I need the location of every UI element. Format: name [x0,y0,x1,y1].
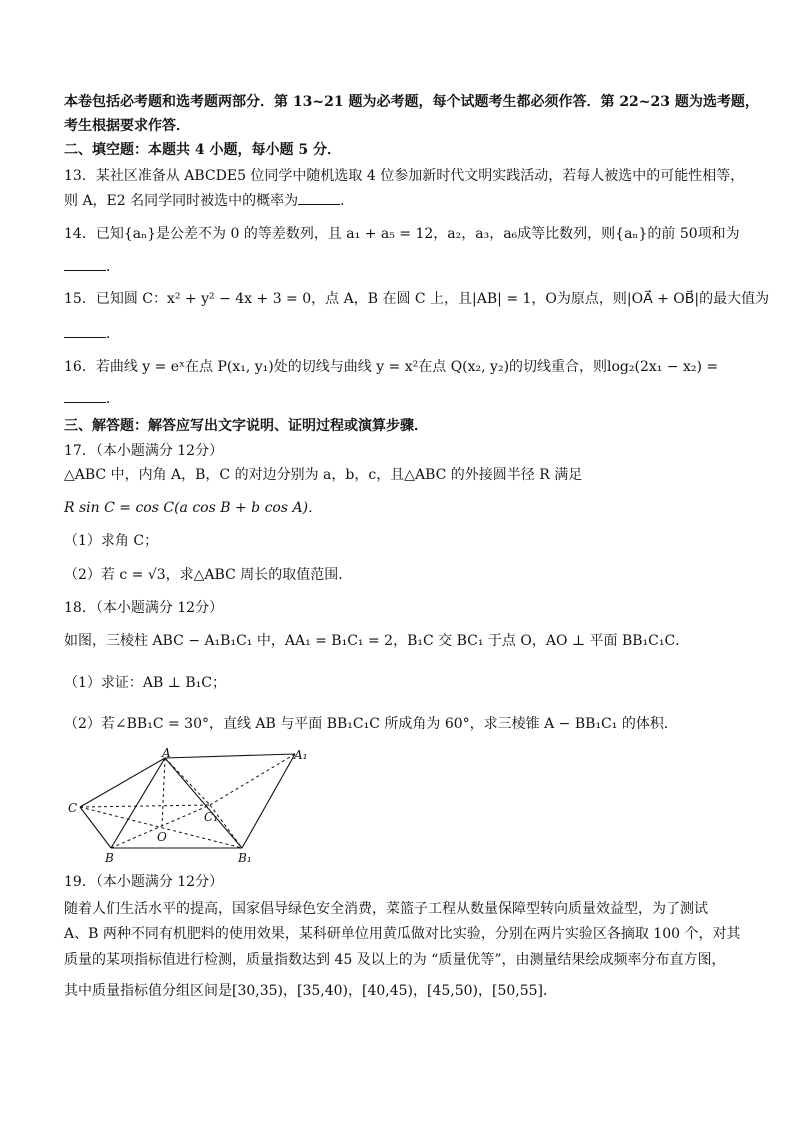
edge-C1A1 [210,754,295,805]
q17-header: 17．（本小题满分 12分） [64,443,224,459]
label-B1: B₁ [238,851,252,865]
label-C: C [68,801,78,815]
intro-line-2: 考生根据要求作答． [64,118,190,134]
label-O: O [157,830,167,844]
section-3-title: 三、解答题：解答应写出文字说明、证明过程或演算步骤． [64,418,428,434]
prism-figure [62,746,308,866]
q13-line-2 [64,192,354,210]
q15-line-2 [64,325,120,343]
section-2-title: 二、填空题：本题共 4 小题，每小题 5 分． [64,142,341,158]
q19-line-4: 其中质量指标值分组区间是[30,35)，[35,40)，[40,45)，[45,50)，[50,55]． [64,983,558,999]
q19-line-1: 随着人们生活水平的提高，国家倡导绿色安全消费，菜篮子工程从数量保障型转向质量效益型，为了测试 [64,901,708,917]
q17-part-2: （2）若 c = √3，求△ABC 周长的取值范围． [64,567,353,583]
edge-AA1 [165,754,295,758]
q16-line-2 [64,390,120,408]
answer-blank [298,192,340,205]
edge-AB1 [165,758,242,848]
q16-end: ． [106,391,120,407]
q18-part-2: （2）若∠BB₁C = 30°，直线 AB 与平面 BB₁C₁C 所成角为 60°，求三棱锥 A − BB₁C₁ 的体积． [64,716,678,732]
answer-blank [64,390,106,403]
q13-end: ． [340,193,355,209]
q18-line-1: 如图，三棱柱 ABC − A₁B₁C₁ 中，AA₁ = B₁C₁ = 2，B₁C 交 BC₁ 于点 O，AO ⊥ 平面 BB₁C₁C． [64,633,690,649]
label-A: A [162,746,171,760]
q14-end: ． [106,259,120,275]
q15-line-1: 15．已知圆 C：x² + y² − 4x + 3 = 0，点 A，B 在圆 C 上，且|AB| = 1，O为原点，则|OA⃗ + OB⃗|的最大值为 [64,291,770,307]
q17-line-1: △ABC 中，内角 A，B，C 的对边分别为 a，b，c，且△ABC 的外接圆半径 R 满足 [64,467,583,483]
q19-line-3: 质量的某项指标值进行检测，质量指数达到 45 及以上的为 “质量优等”，由测量结果绘成频率分布直方图， [64,952,726,968]
answer-blank [64,258,106,271]
label-A1: A₁ [294,748,308,762]
edge-CB [80,807,111,848]
label-B: B [105,851,114,865]
q19-line-2: A、B 两种不同有机肥料的使用效果，某科研单位用黄瓜做对比实验，分别在两片实验区各摘取 100 个，对其 [64,926,741,942]
q13-line-1: 13．某社区准备从 ABCDE5 位同学中随机选取 4 位参加新时代文明实践活动，若每人被选中的可能性相等， [64,168,745,184]
label-C1: C₁ [204,810,218,824]
q17-formula: R sin C = cos C(a cos B + b cos A)． [64,500,323,516]
q15-end: ． [106,326,120,342]
q17-part-1: （1）求角 C； [64,533,159,549]
q13-text: 则 A，E2 名同学同时被选中的概率为 [64,193,299,209]
edge-CC1 [80,805,210,807]
edge-B1A1 [242,754,295,848]
q18-header: 18．（本小题满分 12分） [64,600,224,616]
intro-line-1: 本卷包括必考题和选考题两部分．第 13~21 题为必考题，每个试题考生都必须作答．第 22~23 题为选考题， [64,94,759,110]
q14-line-2 [64,258,120,276]
prism-diagram [62,746,308,866]
q18-part-1: （1）求证：AB ⊥ B₁C； [64,675,226,691]
answer-blank [64,325,106,338]
q16-line-1: 16．若曲线 y = eˣ在点 P(x₁, y₁)处的切线与曲线 y = x²在点 Q(x₂, y₂)的切线重合，则log₂(2x₁ − x₂) = [64,359,719,375]
edge-AO [162,758,165,826]
edge-AC [80,758,165,807]
q19-header: 19．（本小题满分 12分） [64,874,224,890]
q14-line-1: 14．已知{aₙ}是公差不为 0 的等差数列，且 a₁ + a₅ = 12，a₂，a₃，a₆成等比数列，则{aₙ}的前 50项和为 [64,226,740,242]
